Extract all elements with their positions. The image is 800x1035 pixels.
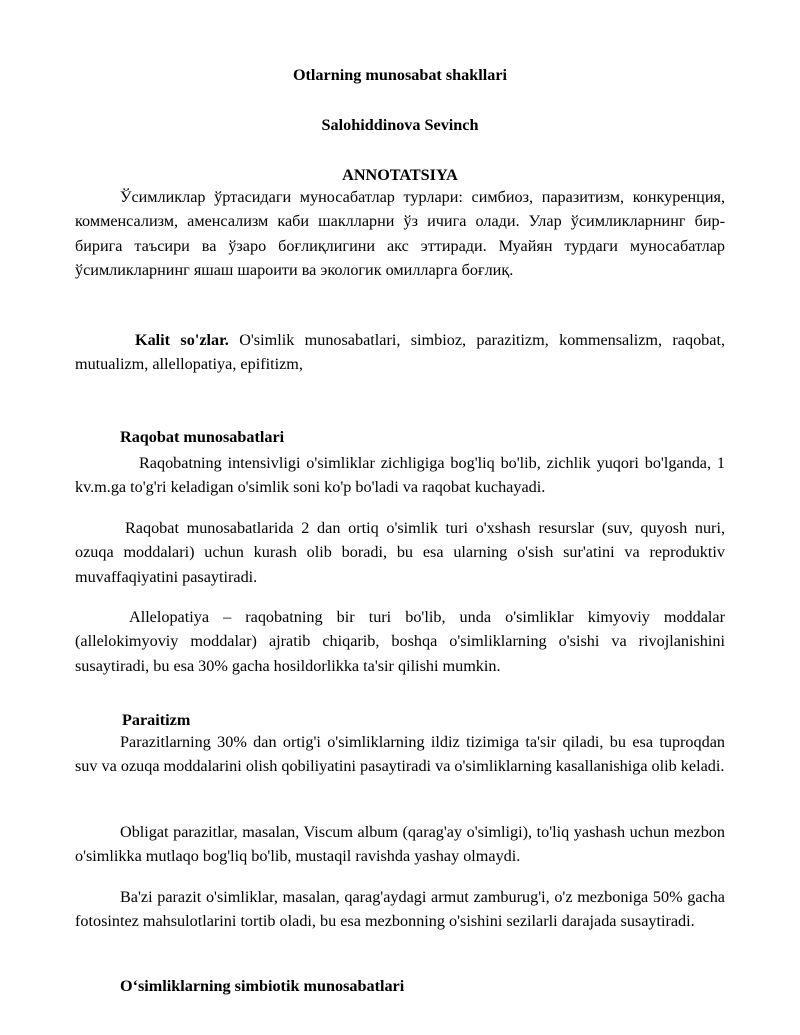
keywords-label: Kalit so'zlar. (135, 331, 229, 349)
keywords-paragraph (75, 328, 725, 377)
annotation-heading: ANNOTATSIYA (342, 166, 458, 184)
author-name: Salohiddinova Sevinch (321, 116, 479, 134)
raqobat-paragraph-2: Raqobat munosabatlarida 2 dan ortiq o'simlik turi o'xshash resurslar (suv, quyosh nuri, ozuqa moddalari) uchun kurash olib boradi, bu esa ularning o'sish sur'atini va reproduktiv muvaffaqiyatini pasaytiradi. (75, 519, 725, 586)
annotation-text: Ўсимликлар ўртасидаги муносабатлар турлари: симбиоз, паразитизм, конкуренция, комменсализм, аменсализм каби шаклларни ўз ичига олади. Улар ўсимликларнинг бир-бирига таъсири ва ўзаро боғлиқлигини акс эттиради. Муайян турдаги муносабатлар ўсимликларнинг яшаш шароити ва экологик омилларга боғлиқ. (75, 188, 725, 279)
document-title: Otlarning munosabat shakllari (292, 66, 508, 84)
parazitizm-paragraph-1: Parazitlarning 30% dan ortig'i o'simliklarning ildiz tizimiga ta'sir qiladi, bu esa tuproqdan suv va ozuqa moddalarini olish qobiliyatini pasaytiradi va o'simliklarning kasallanishiga olib keladi. (75, 733, 725, 776)
parazitizm-paragraph-3: Ba'zi parazit o'simliklar, masalan, qarag'aydagi armut zamburug'i, o'z mezboniga 50% gacha fotosintez mahsulotlarini tortib oladi, bu esa mezbonning o'sishini sezilarli darajada susaytiradi. (75, 888, 725, 931)
raqobat-paragraph-1: Raqobatning intensivligi o'simliklar zichligiga bog'liq bo'lib, zichlik yuqori bo'lganda, 1 kv.m.ga to'g'ri keladigan o'simlik soni ko'p bo'ladi va raqobat kuchayadi. (75, 454, 725, 497)
raqobat-paragraph-3: Allelopatiya – raqobatning bir turi bo'lib, unda o'simliklar kimyoviy moddalar (allelokimyoviy moddalar) ajratib chiqarib, boshqa o'simliklarning o'sishi va rivojlanishini susaytiradi, bu esa 30% gacha hosildorlikka ta'sir qilishi mumkin. (75, 608, 725, 675)
section-heading-parazitizm: Paraitizm (122, 711, 191, 729)
section-heading-raqobat: Raqobat munosabatlari (120, 428, 285, 446)
keywords-text: O'simlik munosabatlari, simbioz, parazitizm, kommensalizm, raqobat, mutualizm, allellopatiya, epifitizm, (75, 331, 726, 374)
section-heading-simbioz: O‘simliklarning simbiotik munosabatlari (120, 977, 405, 995)
parazitizm-paragraph-2: Obligat parazitlar, masalan, Viscum album (qarag'ay o'simligi), to'liq yashash uchun mezbon o'simlikka mutlaqo bog'liq bo'lib, mustaqil ravishda yashay olmaydi. (75, 823, 725, 866)
